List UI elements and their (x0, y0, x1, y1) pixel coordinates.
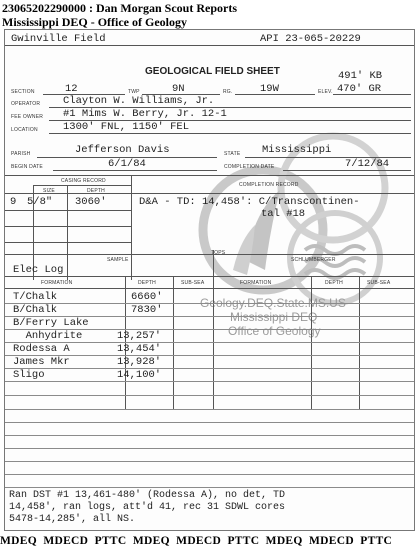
section-label: SECTION (11, 89, 35, 95)
watermark-line1: Mississippi DEQ (230, 310, 318, 324)
sample-depth-4: 13,257' (117, 330, 162, 342)
state-label: STATE (224, 151, 241, 157)
completion-record-label: COMPLETION RECORD (239, 182, 299, 188)
sample-depth-1: 6660' (131, 291, 163, 303)
fee-owner-label: FEE OWNER (11, 114, 44, 120)
casing-prefix: 9 (10, 196, 17, 208)
sample-formation-7: Sligo (13, 369, 45, 381)
sample-formation-4: Anhydrite (13, 330, 83, 342)
section-value: 12 (65, 83, 78, 95)
watermark-url: Geology.DEQ.State.MS.US (200, 296, 346, 310)
begin-date-label: BEGIN DATE (11, 164, 43, 170)
sample-depth-7: 14,100' (117, 369, 162, 381)
elec-log-label: Elec Log (13, 264, 64, 276)
casing-record-label: CASING RECORD (61, 178, 106, 184)
operator-label: OPERATOR (11, 101, 41, 107)
sample-depth-5: 13,454' (117, 343, 162, 355)
tops-label: TOPS (211, 250, 226, 256)
kb-elevation: 491' KB (338, 70, 383, 82)
depth-header-2: DEPTH (325, 280, 343, 286)
sheet-title: GEOLOGICAL FIELD SHEET (145, 66, 280, 77)
sample-label: SAMPLE (107, 257, 129, 263)
twp-value: 9N (172, 83, 185, 95)
casing-depth-label: DEPTH (87, 188, 105, 194)
state-value: Mississippi (262, 144, 332, 156)
sample-formation-2: B/Chalk (13, 304, 58, 316)
sample-depth-6: 13,928' (117, 356, 162, 368)
remarks-line-2: 14,458', ran logs, att'd 41, rec 31 SDWL cores (9, 502, 286, 513)
schlumberger-label: SCHLUMBERGER (291, 257, 336, 263)
casing-size-value: 5/8" (27, 196, 53, 208)
completion-line-2: tal #18 (261, 208, 306, 220)
fee-owner-value: #1 Mims W. Berry, Jr. 12-1 (63, 108, 227, 120)
formation-header: FORMATION (41, 280, 73, 286)
report-title: 23065202290000 : Dan Morgan Scout Reports (2, 1, 237, 15)
report-subtitle: Mississippi DEQ - Office of Geology (2, 15, 187, 29)
completion-line-1: D&A - TD: 14,458': C/Transcontinen- (139, 196, 360, 208)
parish-label: PARISH (11, 151, 31, 157)
casing-size-label: SIZE (43, 188, 55, 194)
rg-label: RG. (223, 89, 233, 95)
field-sheet-card (4, 29, 415, 531)
elev-value: 470' GR (337, 83, 382, 95)
subsea-header-2: SUB-SEA (367, 280, 391, 286)
casing-depth-value: 3060' (75, 196, 107, 208)
rg-value: 19W (260, 83, 279, 95)
twp-label: TWP (128, 89, 140, 95)
location-value: 1300' FNL, 1150' FEL (63, 121, 190, 133)
subsea-header: SUB-SEA (181, 280, 205, 286)
field-name: Gwinville Field (11, 33, 106, 45)
parish-value: Jefferson Davis (75, 144, 170, 156)
depth-header: DEPTH (138, 280, 156, 286)
operator-value: Clayton W. Williams, Jr. (63, 95, 215, 107)
completion-date-label: COMPLETION DATE (224, 164, 275, 170)
remarks-line-1: Ran DST #1 13,461-480' (Rodessa A), no det, TD (9, 490, 286, 501)
api-number: API 23-065-20229 (260, 33, 361, 45)
remarks-line-3: 5478-14,285', all NS. (9, 514, 136, 525)
elev-label: ELEV. (318, 89, 333, 95)
sample-depth-2: 7830' (131, 304, 163, 316)
sample-formation-5: Rodessa A (13, 343, 70, 355)
footer-banner: MDEQ MDECD PTTC MDEQ MDECD PTTC MDEQ MDECD PTTC (0, 535, 393, 547)
sample-formation-6: James Mkr (13, 356, 70, 368)
watermark-line2: Office of Geology (228, 324, 321, 338)
formation-header-2: FORMATION (240, 280, 272, 286)
begin-date-value: 6/1/84 (108, 158, 146, 170)
sample-formation-1: T/Chalk (13, 291, 58, 303)
location-label: LOCATION (11, 127, 38, 133)
completion-date-value: 7/12/84 (345, 158, 390, 170)
sample-formation-3: B/Ferry Lake (13, 317, 89, 329)
